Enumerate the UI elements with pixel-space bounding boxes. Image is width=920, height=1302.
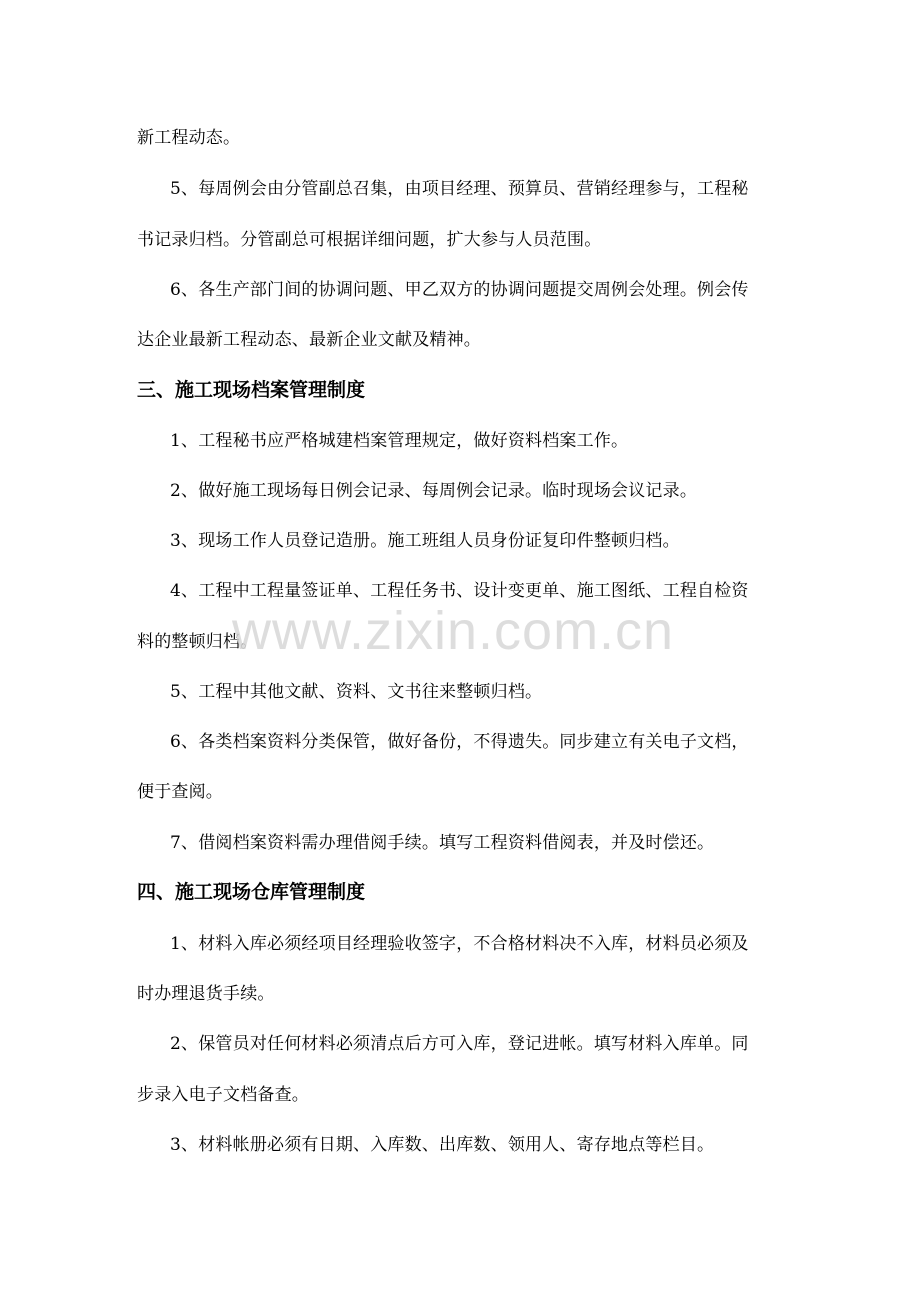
section-3-item-4-line-2: 料的整顿归档。 [137,632,258,652]
section-3-item-4-line-1: 4、工程中工程量签证单、工程任务书、设计变更单、施工图纸、工程自检资 [170,581,749,601]
paragraph-6-line-1: 6、各生产部门间的协调问题、甲乙双方的协调问题提交周例会处理。例会传 [170,280,749,300]
section-4-item-3: 3、材料帐册必须有日期、入库数、出库数、领用人、寄存地点等栏目。 [170,1135,715,1155]
section-3-item-3: 3、现场工作人员登记造册。施工班组人员身份证复印件整顿归档。 [170,531,680,551]
section-4-item-1-line-2: 时办理退货手续。 [137,984,275,1004]
section-3-item-1: 1、工程秘书应严格城建档案管理规定，做好资料档案工作。 [170,431,629,451]
section-3-item-5: 5、工程中其他文献、资料、文书往来整顿归档。 [170,682,543,702]
section-3-item-2: 2、做好施工现场每日例会记录、每周例会记录。临时现场会议记录。 [170,481,698,501]
section-3-item-6-line-2: 便于查阅。 [137,782,223,802]
paragraph-5-line-2: 书记录归档。分管副总可根据详细问题，扩大参与人员范围。 [137,230,602,250]
watermark: www.zixin.com.cn [232,601,675,661]
section-3-heading: 三、施工现场档案管理制度 [137,379,366,401]
paragraph-5-line-1: 5、每周例会由分管副总召集，由项目经理、预算员、营销经理参与，工程秘 [170,179,749,199]
section-4-item-2-line-2: 步录入电子文档备查。 [137,1085,309,1105]
paragraph-6-line-2: 达企业最新工程动态、最新企业文献及精神。 [137,330,481,350]
section-3-item-7: 7、借阅档案资料需办理借阅手续。填写工程资料借阅表，并及时偿还。 [170,833,715,853]
section-4-item-1-line-1: 1、材料入库必须经项目经理验收签字，不合格材料决不入库，材料员必须及 [170,934,749,954]
section-3-item-6-line-1: 6、各类档案资料分类保管，做好备份，不得遗失。同步建立有关电子文档， [170,732,749,752]
section-4-item-2-line-1: 2、保管员对任何材料必须清点后方可入库，登记进帐。填写材料入库单。同 [170,1034,749,1054]
section-4-heading: 四、施工现场仓库管理制度 [137,881,366,903]
paragraph-continuation-line: 新工程动态。 [137,128,241,148]
